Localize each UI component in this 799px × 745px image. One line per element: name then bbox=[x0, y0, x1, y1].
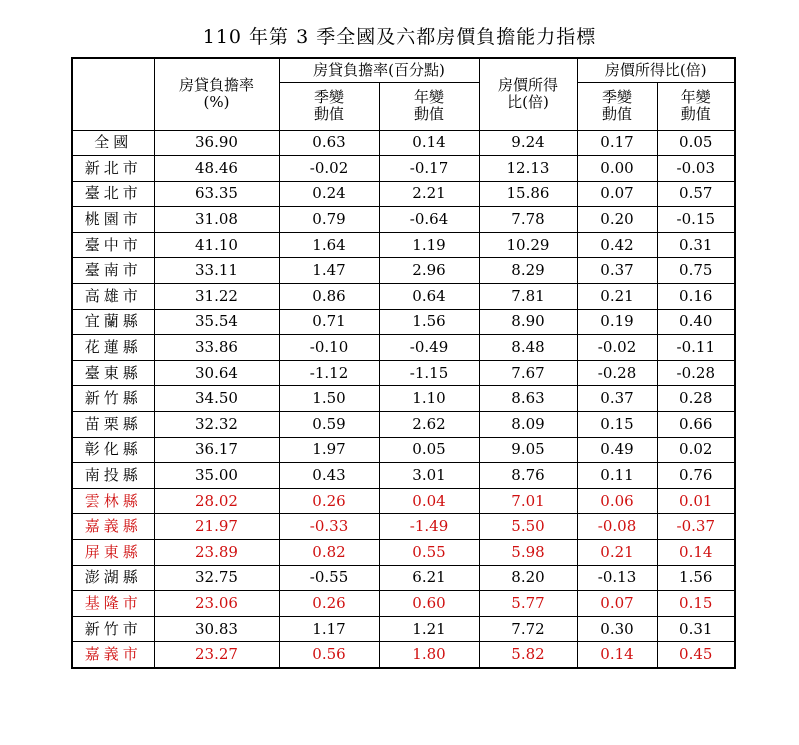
table-row bbox=[72, 565, 735, 591]
pi-year-change-cell: 0.66 bbox=[657, 412, 735, 438]
burden-quarter-change-cell: 1.47 bbox=[279, 258, 379, 284]
burden-quarter-change-cell: 0.63 bbox=[279, 130, 379, 156]
price-income-cell: 5.98 bbox=[479, 540, 577, 566]
region-cell: 宜蘭縣 bbox=[72, 309, 154, 335]
burden-year-change-cell: -1.15 bbox=[379, 360, 479, 386]
burden-rate-cell: 28.02 bbox=[154, 488, 279, 514]
burden-year-change-cell: -0.17 bbox=[379, 156, 479, 182]
burden-quarter-change-cell: 0.24 bbox=[279, 181, 379, 207]
burden-rate-cell: 34.50 bbox=[154, 386, 279, 412]
table-row bbox=[72, 437, 735, 463]
table-row bbox=[72, 258, 735, 284]
pi-quarter-change-cell: 0.42 bbox=[577, 232, 657, 258]
region-cell: 南投縣 bbox=[72, 463, 154, 489]
burden-year-change-cell: 0.55 bbox=[379, 540, 479, 566]
burden-rate-cell: 23.89 bbox=[154, 540, 279, 566]
table-row bbox=[72, 642, 735, 668]
pi-quarter-change-cell: -0.13 bbox=[577, 565, 657, 591]
price-income-header bbox=[479, 58, 577, 130]
pi-quarter-change-cell: -0.08 bbox=[577, 514, 657, 540]
price-income-cell: 9.24 bbox=[479, 130, 577, 156]
region-cell: 屏東縣 bbox=[72, 540, 154, 566]
pi-year-change-cell: -0.11 bbox=[657, 335, 735, 361]
region-cell: 臺北市 bbox=[72, 181, 154, 207]
burden-rate-cell: 32.75 bbox=[154, 565, 279, 591]
burden-year-change-cell: -1.49 bbox=[379, 514, 479, 540]
pi-year-change-cell: 0.31 bbox=[657, 616, 735, 642]
header-line-1: 季變 bbox=[601, 88, 632, 106]
price-income-cell: 15.86 bbox=[479, 181, 577, 207]
affordability-table bbox=[71, 57, 736, 669]
burden-year-change-cell: 1.80 bbox=[379, 642, 479, 668]
price-income-cell: 12.13 bbox=[479, 156, 577, 182]
pi-quarter-change-cell: 0.14 bbox=[577, 642, 657, 668]
region-cell: 新北市 bbox=[72, 156, 154, 182]
burden-rate-label: 房貸負擔率 bbox=[178, 76, 254, 95]
header-line-1: 年變 bbox=[680, 88, 711, 106]
burden-rate-cell: 31.08 bbox=[154, 207, 279, 233]
pi-year-change-cell: -0.03 bbox=[657, 156, 735, 182]
pi-quarter-change-cell: 0.06 bbox=[577, 488, 657, 514]
pi-quarter-change-cell: 0.19 bbox=[577, 309, 657, 335]
pi-quarter-change-cell: 0.07 bbox=[577, 181, 657, 207]
table-row bbox=[72, 463, 735, 489]
header-line-2: 動值 bbox=[601, 105, 632, 123]
burden-rate-cell: 30.83 bbox=[154, 616, 279, 642]
burden-rate-unit: (%) bbox=[203, 93, 230, 112]
burden-quarter-change-cell: 1.97 bbox=[279, 437, 379, 463]
table-row bbox=[72, 488, 735, 514]
price-income-cell: 5.82 bbox=[479, 642, 577, 668]
burden-rate-cell: 23.06 bbox=[154, 591, 279, 617]
price-income-cell: 7.78 bbox=[479, 207, 577, 233]
pi-quarter-change-cell: 0.37 bbox=[577, 258, 657, 284]
corner-header-cell bbox=[72, 58, 154, 130]
table-row bbox=[72, 130, 735, 156]
region-cell: 基隆市 bbox=[72, 591, 154, 617]
region-cell: 澎湖縣 bbox=[72, 565, 154, 591]
burden-year-change-cell: 0.14 bbox=[379, 130, 479, 156]
region-cell: 嘉義市 bbox=[72, 642, 154, 668]
table-row bbox=[72, 386, 735, 412]
price-income-cell: 7.67 bbox=[479, 360, 577, 386]
page-title: 110 年第 3 季全國及六都房價負擔能力指標 bbox=[202, 26, 597, 48]
pi-year-change-cell: 0.16 bbox=[657, 284, 735, 310]
pi-year-change-cell: -0.37 bbox=[657, 514, 735, 540]
burden-quarter-change-cell: 0.59 bbox=[279, 412, 379, 438]
header-line-2: 動值 bbox=[680, 105, 711, 123]
burden-quarter-change-cell: 0.56 bbox=[279, 642, 379, 668]
burden-quarter-change-cell: -1.12 bbox=[279, 360, 379, 386]
price-income-cell: 8.63 bbox=[479, 386, 577, 412]
header-line-1: 年變 bbox=[413, 88, 444, 106]
pi-year-change-cell: 0.75 bbox=[657, 258, 735, 284]
pi-quarter-change-cell: 0.21 bbox=[577, 540, 657, 566]
price-income-cell: 7.72 bbox=[479, 616, 577, 642]
pi-year-change-cell: 0.01 bbox=[657, 488, 735, 514]
region-cell: 雲林縣 bbox=[72, 488, 154, 514]
region-cell: 臺南市 bbox=[72, 258, 154, 284]
pi-quarter-change-cell: 0.37 bbox=[577, 386, 657, 412]
burden-rate-cell: 41.10 bbox=[154, 232, 279, 258]
price-income-label: 房價所得 bbox=[497, 76, 558, 95]
burden-rate-header bbox=[154, 58, 279, 130]
burden-quarter-change-cell: 0.79 bbox=[279, 207, 379, 233]
burden-quarter-change-cell: -0.55 bbox=[279, 565, 379, 591]
pi-year-change-cell: 1.56 bbox=[657, 565, 735, 591]
table-row bbox=[72, 335, 735, 361]
table-row bbox=[72, 591, 735, 617]
price-income-cell: 8.29 bbox=[479, 258, 577, 284]
burden-year-change-cell: 0.05 bbox=[379, 437, 479, 463]
pi-quarter-change-cell: 0.15 bbox=[577, 412, 657, 438]
region-cell: 高雄市 bbox=[72, 284, 154, 310]
region-cell: 苗栗縣 bbox=[72, 412, 154, 438]
burden-quarter-change-header bbox=[279, 82, 379, 130]
region-cell: 新竹縣 bbox=[72, 386, 154, 412]
table-row bbox=[72, 540, 735, 566]
burden-year-change-cell: 3.01 bbox=[379, 463, 479, 489]
burden-quarter-change-cell: 0.82 bbox=[279, 540, 379, 566]
table-row bbox=[72, 181, 735, 207]
table-row bbox=[72, 616, 735, 642]
pi-quarter-change-header bbox=[577, 82, 657, 130]
burden-change-group-header: 房貸負擔率(百分點) bbox=[279, 58, 479, 82]
burden-quarter-change-cell: 1.17 bbox=[279, 616, 379, 642]
table-row bbox=[72, 156, 735, 182]
pi-quarter-change-cell: 0.07 bbox=[577, 591, 657, 617]
region-cell: 臺東縣 bbox=[72, 360, 154, 386]
burden-rate-cell: 35.54 bbox=[154, 309, 279, 335]
burden-rate-cell: 33.11 bbox=[154, 258, 279, 284]
pi-year-change-cell: 0.45 bbox=[657, 642, 735, 668]
burden-year-change-header bbox=[379, 82, 479, 130]
region-cell: 臺中市 bbox=[72, 232, 154, 258]
pi-quarter-change-cell: 0.00 bbox=[577, 156, 657, 182]
pi-year-change-cell: 0.31 bbox=[657, 232, 735, 258]
header-line-1: 季變 bbox=[313, 88, 344, 106]
price-income-cell: 7.81 bbox=[479, 284, 577, 310]
burden-rate-cell: 23.27 bbox=[154, 642, 279, 668]
pi-quarter-change-cell: 0.30 bbox=[577, 616, 657, 642]
table-row bbox=[72, 207, 735, 233]
pi-year-change-cell: 0.40 bbox=[657, 309, 735, 335]
region-cell: 嘉義縣 bbox=[72, 514, 154, 540]
burden-quarter-change-cell: -0.33 bbox=[279, 514, 379, 540]
header-line-2: 動值 bbox=[313, 105, 344, 123]
pi-year-change-header bbox=[657, 82, 735, 130]
price-income-cell: 5.50 bbox=[479, 514, 577, 540]
price-income-cell: 5.77 bbox=[479, 591, 577, 617]
burden-rate-cell: 31.22 bbox=[154, 284, 279, 310]
burden-year-change-cell: 1.56 bbox=[379, 309, 479, 335]
price-income-cell: 8.76 bbox=[479, 463, 577, 489]
price-income-cell: 10.29 bbox=[479, 232, 577, 258]
pi-year-change-cell: 0.05 bbox=[657, 130, 735, 156]
pi-year-change-cell: 0.15 bbox=[657, 591, 735, 617]
price-income-change-group-header: 房價所得比(倍) bbox=[577, 58, 735, 82]
burden-quarter-change-cell: 0.86 bbox=[279, 284, 379, 310]
table-row bbox=[72, 309, 735, 335]
region-cell: 彰化縣 bbox=[72, 437, 154, 463]
pi-year-change-cell: 0.02 bbox=[657, 437, 735, 463]
pi-quarter-change-cell: 0.49 bbox=[577, 437, 657, 463]
burden-quarter-change-cell: -0.02 bbox=[279, 156, 379, 182]
burden-year-change-cell: 1.19 bbox=[379, 232, 479, 258]
pi-quarter-change-cell: 0.17 bbox=[577, 130, 657, 156]
burden-quarter-change-cell: 0.26 bbox=[279, 488, 379, 514]
region-cell: 新竹市 bbox=[72, 616, 154, 642]
pi-quarter-change-cell: 0.11 bbox=[577, 463, 657, 489]
burden-rate-cell: 35.00 bbox=[154, 463, 279, 489]
region-cell: 花蓮縣 bbox=[72, 335, 154, 361]
pi-quarter-change-cell: -0.02 bbox=[577, 335, 657, 361]
pi-quarter-change-cell: -0.28 bbox=[577, 360, 657, 386]
pi-year-change-cell: -0.28 bbox=[657, 360, 735, 386]
burden-quarter-change-cell: 1.64 bbox=[279, 232, 379, 258]
burden-rate-cell: 36.90 bbox=[154, 130, 279, 156]
burden-year-change-cell: 6.21 bbox=[379, 565, 479, 591]
price-income-unit: 比(倍) bbox=[507, 93, 549, 112]
burden-year-change-cell: 2.62 bbox=[379, 412, 479, 438]
region-cell: 桃園市 bbox=[72, 207, 154, 233]
burden-rate-cell: 33.86 bbox=[154, 335, 279, 361]
burden-quarter-change-cell: 0.26 bbox=[279, 591, 379, 617]
burden-rate-cell: 21.97 bbox=[154, 514, 279, 540]
burden-year-change-cell: -0.64 bbox=[379, 207, 479, 233]
pi-quarter-change-cell: 0.20 bbox=[577, 207, 657, 233]
burden-rate-cell: 63.35 bbox=[154, 181, 279, 207]
region-cell: 全國 bbox=[72, 130, 154, 156]
price-income-cell: 8.09 bbox=[479, 412, 577, 438]
burden-rate-cell: 48.46 bbox=[154, 156, 279, 182]
burden-quarter-change-cell: 0.71 bbox=[279, 309, 379, 335]
burden-quarter-change-cell: 0.43 bbox=[279, 463, 379, 489]
burden-rate-cell: 36.17 bbox=[154, 437, 279, 463]
burden-quarter-change-cell: 1.50 bbox=[279, 386, 379, 412]
header-line-2: 動值 bbox=[413, 105, 444, 123]
price-income-cell: 7.01 bbox=[479, 488, 577, 514]
pi-year-change-cell: 0.14 bbox=[657, 540, 735, 566]
burden-year-change-cell: 1.10 bbox=[379, 386, 479, 412]
price-income-cell: 9.05 bbox=[479, 437, 577, 463]
table-row bbox=[72, 514, 735, 540]
table-row bbox=[72, 360, 735, 386]
burden-rate-cell: 32.32 bbox=[154, 412, 279, 438]
price-income-cell: 8.90 bbox=[479, 309, 577, 335]
table-row bbox=[72, 284, 735, 310]
pi-year-change-cell: 0.28 bbox=[657, 386, 735, 412]
table-row bbox=[72, 232, 735, 258]
pi-year-change-cell: 0.57 bbox=[657, 181, 735, 207]
burden-year-change-cell: 0.04 bbox=[379, 488, 479, 514]
burden-rate-cell: 30.64 bbox=[154, 360, 279, 386]
burden-year-change-cell: 0.60 bbox=[379, 591, 479, 617]
pi-quarter-change-cell: 0.21 bbox=[577, 284, 657, 310]
price-income-cell: 8.48 bbox=[479, 335, 577, 361]
burden-year-change-cell: 0.64 bbox=[379, 284, 479, 310]
table-body bbox=[72, 130, 735, 668]
burden-year-change-cell: 1.21 bbox=[379, 616, 479, 642]
pi-year-change-cell: 0.76 bbox=[657, 463, 735, 489]
table-row bbox=[72, 412, 735, 438]
burden-year-change-cell: -0.49 bbox=[379, 335, 479, 361]
price-income-cell: 8.20 bbox=[479, 565, 577, 591]
burden-year-change-cell: 2.21 bbox=[379, 181, 479, 207]
burden-quarter-change-cell: -0.10 bbox=[279, 335, 379, 361]
pi-year-change-cell: -0.15 bbox=[657, 207, 735, 233]
burden-year-change-cell: 2.96 bbox=[379, 258, 479, 284]
